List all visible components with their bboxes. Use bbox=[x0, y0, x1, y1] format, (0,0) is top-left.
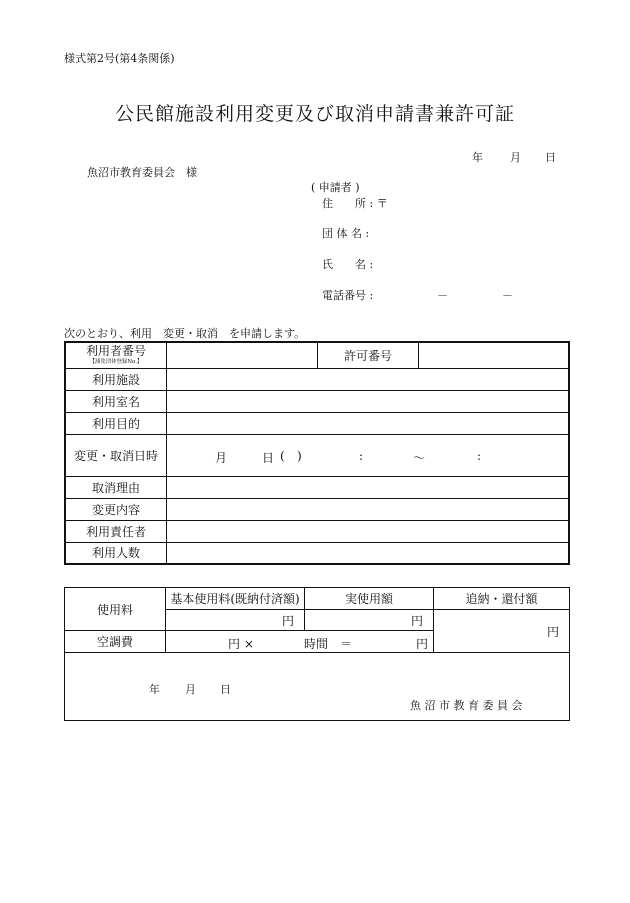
phone-label: 電話番号 : bbox=[322, 289, 374, 302]
permit-number-value[interactable] bbox=[419, 342, 570, 368]
ac-fee-label: 空調費 bbox=[65, 631, 166, 653]
datetime-value[interactable] bbox=[167, 434, 570, 476]
dt-colon-1: : bbox=[359, 448, 364, 463]
user-number-label-cell bbox=[65, 342, 167, 368]
actual-fee-label: 実使用額 bbox=[305, 588, 434, 610]
dt-day: 日 bbox=[262, 450, 275, 465]
ac-yen-total: 円 bbox=[416, 637, 429, 651]
refund-label: 追納・還付額 bbox=[434, 588, 570, 610]
group-name-label: 団 体 名 : bbox=[322, 227, 370, 240]
actual-fee-value[interactable]: 円 bbox=[305, 610, 434, 631]
facility-value[interactable] bbox=[167, 368, 570, 390]
dt-paren-close: ) bbox=[297, 448, 302, 463]
approval-month: 月 bbox=[185, 683, 196, 696]
intro-text: 次のとおり、利用 変更・取消 を申請します。 bbox=[64, 327, 306, 340]
reason-label: 取消理由 bbox=[65, 476, 167, 498]
purpose-value[interactable] bbox=[167, 412, 570, 434]
ac-fee-value[interactable] bbox=[166, 631, 434, 653]
room-label: 利用室名 bbox=[65, 390, 167, 412]
issuer-name: 魚 沼 市 教 育 委 員 会 bbox=[410, 699, 523, 712]
user-number-sublabel: 【減免団体登録No.】 bbox=[89, 358, 143, 365]
approval-day: 日 bbox=[220, 683, 231, 696]
approval-cell bbox=[65, 653, 570, 721]
basic-fee-value[interactable]: 円 bbox=[166, 610, 305, 631]
phone-dash-2: － bbox=[502, 289, 513, 302]
usage-fee-label: 使用料 bbox=[65, 588, 166, 631]
name-label: 氏 名 : bbox=[322, 258, 374, 271]
application-table bbox=[64, 341, 570, 565]
responsible-value[interactable] bbox=[167, 520, 570, 542]
ac-hours-equals: 時間 ＝ bbox=[304, 637, 353, 651]
room-value[interactable] bbox=[167, 390, 570, 412]
datetime-label: 変更・取消日時 bbox=[65, 434, 167, 476]
refund-value[interactable]: 円 bbox=[434, 610, 570, 653]
change-label: 変更内容 bbox=[65, 498, 167, 520]
date-month: 月 bbox=[510, 151, 521, 164]
fee-table bbox=[64, 587, 570, 721]
dt-tilde: ～ bbox=[413, 450, 426, 465]
dt-colon-2: : bbox=[477, 448, 482, 463]
page-title: 公民館施設利用変更及び取消申請書兼許可証 bbox=[115, 103, 516, 125]
change-value[interactable] bbox=[167, 498, 570, 520]
user-number-value[interactable] bbox=[167, 342, 318, 368]
basic-fee-label: 基本使用料(既納付済額) bbox=[166, 588, 305, 610]
facility-label: 利用施設 bbox=[65, 368, 167, 390]
approval-year: 年 bbox=[149, 683, 160, 696]
purpose-label: 利用目的 bbox=[65, 412, 167, 434]
dt-paren-open: ( bbox=[280, 448, 285, 463]
user-number-label: 利用者番号 bbox=[85, 344, 146, 359]
count-value[interactable] bbox=[167, 542, 570, 564]
address-label: 住 所 : 〒 bbox=[322, 197, 388, 210]
reason-value[interactable] bbox=[167, 476, 570, 498]
date-year: 年 bbox=[472, 151, 483, 164]
permit-number-label: 許可番号 bbox=[318, 342, 419, 368]
phone-dash-1: － bbox=[437, 289, 448, 302]
dt-month: 月 bbox=[215, 450, 228, 465]
applicant-heading: ( 申請者 ) bbox=[311, 181, 360, 194]
date-day: 日 bbox=[545, 151, 556, 164]
responsible-label: 利用責任者 bbox=[65, 520, 167, 542]
form-number: 様式第2号(第4条関係) bbox=[64, 52, 175, 65]
count-label: 利用人数 bbox=[65, 542, 167, 564]
ac-yen-times: 円 × bbox=[228, 637, 254, 651]
addressee: 魚沼市教育委員会 様 bbox=[87, 166, 197, 179]
